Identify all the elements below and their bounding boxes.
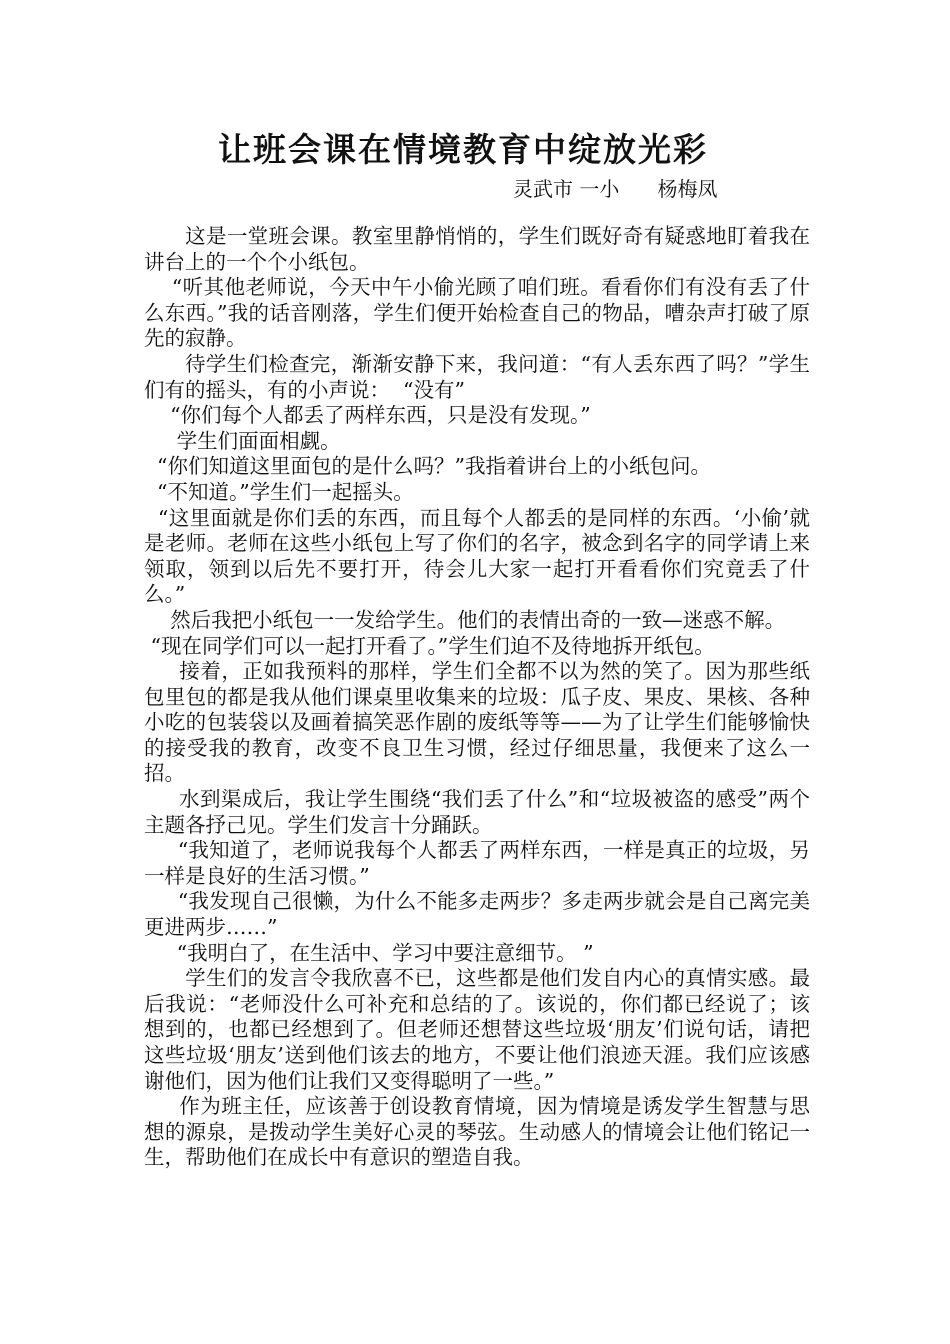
paragraph: “这里面就是你们丢的东西，而且每个人都丢的是同样的东西。‘小偷’就是老师。老师在这些小纸包上写了你们的名字，被念到名字的同学请上来领取，领到以后先不要打开，待会儿大家一起打开看看你们究竟丢了什么。” — [144, 505, 810, 607]
paragraph: 这是一堂班会课。教室里静悄悄的，学生们既好奇有疑惑地盯着我在讲台上的一个个小纸包。 — [144, 224, 810, 274]
document-author: 灵武市 一小 杨梅凤 — [513, 177, 718, 201]
paragraph: 接着，正如我预料的那样，学生们全都不以为然的笑了。因为那些纸包里包的都是我从他们课桌里收集来的垃圾：瓜子皮、果皮、果核、各种小吃的包装袋以及画着搞笑恶作剧的废纸等等——为了让学生们能够愉快的接受我的教育，改变不良卫生习惯，经过仔细思量，我便来了这么一招。 — [144, 659, 810, 786]
paragraph: “听其他老师说，今天中午小偷光顾了咱们班。看看你们有没有丢了什么东西。”我的话音刚落，学生们便开始检查自己的物品，嘈杂声打破了原先的寂静。 — [144, 275, 810, 351]
paragraph: “你们每个人都丢了两样东西，只是没有发现。” — [144, 403, 591, 428]
paragraph: “我明白了，在生活中、学习中要注意细节。 ” — [144, 940, 594, 965]
document-body — [144, 224, 810, 1171]
paragraph: 然后我把小纸包一一发给学生。他们的表情出奇的一致—迷惑不解。 — [144, 607, 786, 632]
paragraph: 待学生们检查完，渐渐安静下来，我问道：“有人丢东西了吗？”学生们有的摇头，有的小声说： “没有” — [144, 351, 810, 402]
paragraph: “我知道了，老师说我每个人都丢了两样东西，一样是真正的垃圾，另一样是良好的生活习惯。” — [144, 838, 810, 888]
paragraph: “不知道。”学生们一起摇头。 — [144, 479, 414, 504]
paragraph: “你们知道这里面包的是什么吗？”我指着讲台上的小纸包问。 — [144, 454, 712, 479]
paragraph: “我发现自己很懒，为什么不能多走两步？多走两步就会是自己离完美更进两步……” — [144, 889, 810, 940]
paragraph: 学生们的发言令我欣喜不已，这些都是他们发自内心的真情实感。最后我说：“老师没什么可补充和总结的了。该说的，你们都已经说了；该想到的，也都已经想到了。但老师还想替这些垃圾‘朋友’们说句话，请把这些垃圾‘朋友’送到他们该去的地方，不要让他们浪迹天涯。我们应该感谢他们，因为他们让我们又变得聪明了一些。” — [144, 966, 810, 1093]
paragraph: 学生们面面相觑。 — [144, 428, 341, 453]
paragraph: 水到渠成后，我让学生围绕“我们丢了什么”和“垃圾被盗的感受”两个主题各抒己见。学生们发言十分踊跃。 — [144, 787, 810, 837]
paragraph: “现在同学们可以一起打开看了。”学生们迫不及待地拆开纸包。 — [144, 633, 715, 658]
paragraph: 作为班主任，应该善于创设教育情境，因为情境是诱发学生智慧与思想的源泉，是拨动学生美好心灵的琴弦。生动感人的情境会让他们铭记一生，帮助他们在成长中有意识的塑造自我。 — [144, 1094, 810, 1170]
document-title: 让班会课在情境教育中绽放光彩 — [218, 130, 708, 169]
